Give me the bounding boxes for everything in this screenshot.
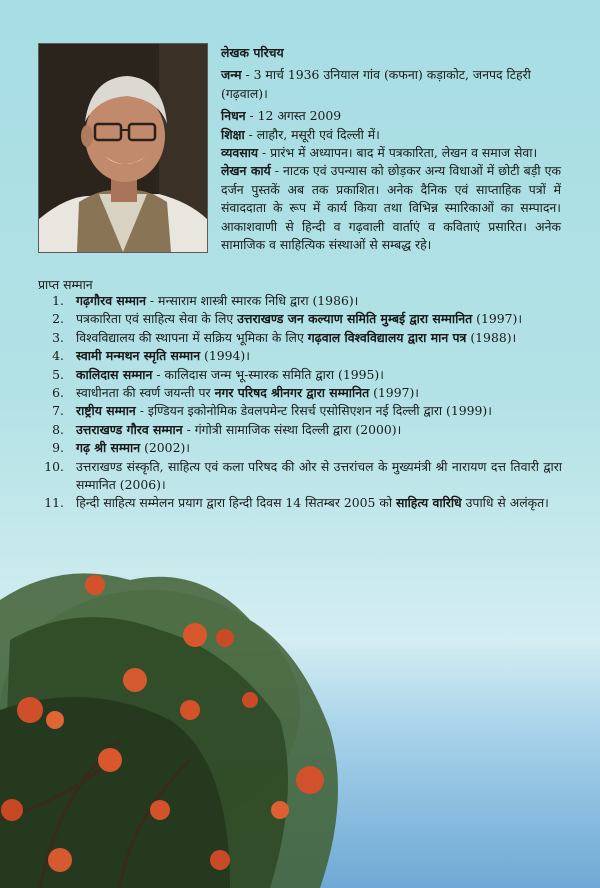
award-item xyxy=(38,458,562,495)
award-text xyxy=(76,310,562,328)
bio-death xyxy=(221,107,561,125)
education-label: शिक्षा xyxy=(221,126,245,142)
award-text xyxy=(76,292,562,310)
award-number: 6. xyxy=(52,385,64,401)
award-item xyxy=(38,384,562,402)
award-number: 4. xyxy=(52,348,64,364)
award-text xyxy=(76,494,562,512)
award-title: उत्तराखण्ड गौरव सम्मान xyxy=(76,421,183,437)
award-text xyxy=(76,366,562,384)
award-text xyxy=(76,439,562,457)
award-title: गढ़ श्री सम्मान xyxy=(76,440,141,456)
award-text xyxy=(76,421,562,439)
author-photo xyxy=(38,43,208,253)
award-number: 5. xyxy=(52,366,64,382)
author-bio xyxy=(221,44,561,254)
award-detail: हिन्दी साहित्य सम्मेलन प्रयाग द्वारा हिन्दी दिवस 14 सितम्बर 2005 को xyxy=(76,495,396,511)
award-text xyxy=(76,402,562,420)
rhododendron-tree-illustration xyxy=(0,560,360,888)
award-detail: पत्रकारिता एवं साहित्य सेवा के लिए xyxy=(76,311,238,327)
award-title: गढ़वाल विश्वविद्यालय द्वारा मान पत्र xyxy=(307,329,467,345)
writing-text: - नाटक एवं उपन्यास को छोड़कर अन्य विधाओं में छोटी बड़ी एक दर्जन पुस्तकें अब तक प्रकाशित। अनेक दैनिक एवं साप्ताहिक पत्रों में संवाददाता के रूप में कार्य किया तथा विभिन्न स्मारिकाओं का सम्पादन। आकाशवाणी से हिन्दी व गढ़वाली वार्ताएं व कविताएं प्रसारित। अनेक सामाजिक व साहित्यिक संस्थाओं से सम्बद्ध रहे। xyxy=(221,163,561,253)
award-number: 2. xyxy=(52,311,64,327)
award-text xyxy=(76,458,562,495)
birth-label: जन्म xyxy=(221,67,242,83)
award-title: नगर परिषद श्रीनगर द्वारा सम्मानित xyxy=(214,385,370,401)
award-item xyxy=(38,310,562,328)
birth-text: - 3 मार्च 1936 उनियाल गांव (कफना) कड़ाकोट, जनपद टिहरी (गढ़वाल)। xyxy=(221,67,531,101)
award-detail: - गंगोत्री सामाजिक संस्था दिल्ली द्वारा (2000)। xyxy=(182,421,402,437)
award-detail: (1988)। xyxy=(466,329,517,345)
award-text xyxy=(76,329,562,347)
author-portrait-image xyxy=(39,44,207,252)
award-item xyxy=(38,366,562,384)
award-text xyxy=(76,384,562,402)
award-item xyxy=(38,329,562,347)
award-number: 7. xyxy=(52,403,64,419)
award-title: स्वामी मन्मथन स्मृति सम्मान xyxy=(76,348,201,364)
death-label: निधन xyxy=(221,108,246,124)
award-number: 1. xyxy=(52,293,64,308)
award-detail: (2002)। xyxy=(140,440,190,456)
award-item xyxy=(38,421,562,439)
award-detail: - मन्साराम शास्त्री स्मारक निधि द्वारा (1986)। xyxy=(145,293,359,308)
award-detail: विश्वविद्यालय की स्थापना में सक्रिय भूमिका के लिए xyxy=(76,329,308,345)
award-detail: - इण्डियन इकोनोमिक डेवलपमेन्ट रिसर्च एसोसिएशन नई दिल्ली द्वारा (1999)। xyxy=(135,403,492,419)
award-detail: उत्तराखण्ड संस्कृति, साहित्य एवं कला परिषद की ओर से उत्तरांचल के मुख्यमंत्री श्री नारायण दत्त तिवारी द्वारा सम्मानित (2006)। xyxy=(76,458,562,493)
award-item xyxy=(38,292,562,310)
award-title: राष्ट्रीय सम्मान xyxy=(76,403,136,419)
awards-list xyxy=(38,292,562,513)
bio-writing xyxy=(221,162,561,254)
award-title: साहित्य वारिधि xyxy=(396,495,462,511)
profession-text: - प्रारंभ में अध्यापन। बाद में पत्रकारिता, लेखन व समाज सेवा। xyxy=(258,145,538,161)
profession-label: व्यवसाय xyxy=(221,145,259,161)
awards-heading: प्राप्त सम्मान xyxy=(38,277,93,292)
award-title: गढ़गौरव सम्मान xyxy=(76,293,146,308)
award-item xyxy=(38,347,562,365)
award-number: 11. xyxy=(44,495,64,511)
bio-heading: लेखक परिचय xyxy=(221,45,284,60)
award-detail: (1994)। xyxy=(200,348,250,364)
award-detail: (1997)। xyxy=(472,311,523,327)
award-number: 8. xyxy=(52,421,64,437)
award-item xyxy=(38,439,562,457)
education-text: - लाहौर, मसूरी एवं दिल्ली में। xyxy=(244,126,380,142)
bio-birth xyxy=(221,66,561,103)
award-item xyxy=(38,494,562,512)
award-title: उत्तराखण्ड जन कल्याण समिति मुम्बई द्वारा सम्मानित xyxy=(237,311,473,327)
bio-profession xyxy=(221,144,561,162)
award-number: 3. xyxy=(52,329,64,345)
award-text xyxy=(76,347,562,365)
award-number: 9. xyxy=(52,440,64,456)
writing-label: लेखन कार्य xyxy=(221,163,271,179)
award-detail: उपाधि से अलंकृत। xyxy=(461,495,549,511)
death-text: - 12 अगस्त 2009 xyxy=(245,108,342,124)
award-title: कालिदास सम्मान xyxy=(76,366,153,382)
award-number: 10. xyxy=(44,458,64,474)
award-detail: - कालिदास जन्म भू-स्मारक समिति द्वारा (1995)। xyxy=(152,366,384,382)
award-detail: (1997)। xyxy=(369,385,419,401)
award-detail: स्वाधीनता की स्वर्ण जयन्ती पर xyxy=(76,385,215,401)
bio-education xyxy=(221,126,561,144)
award-item xyxy=(38,402,562,420)
